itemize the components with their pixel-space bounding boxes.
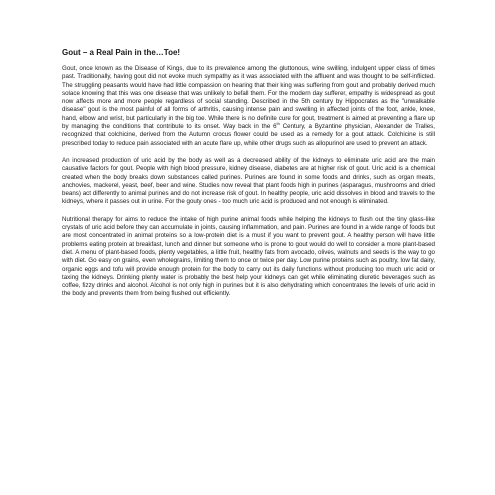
paragraph-1-text-b: Century, a Byzantine physician, Alexander de Tralles, recognized that colchicine, derived from the Autumn crocus flower could be used as a remedy for a gout attack. Colchicine is still prescribed today to reduce pain associated with an acute flare up, while other drugs such as allopurinol are used to prevent an attack. <box>62 123 435 147</box>
document-title: Gout – a Real Pain in the…Toe! <box>62 48 181 57</box>
paragraph-1 <box>62 65 435 148</box>
paragraph-3: Nutritional therapy for aims to reduce the intake of high purine animal foods while helping the kidneys to flush out the tiny glass-like crystals of uric acid before they can accumulate in joints, causing inflammation, and pain. Purines are found in a wide range of foods but are most concentrated in animal proteins so a low-protein diet is a must if you want to prevent gout. A healthy person will have little problems eating protein at breakfast, lunch and dinner but someone who is prone to gout would do well to consider a more plant-based diet. A menu of plant-based foods, plenty vegetables, a little fruit, healthy fats from avocado, olives, walnuts and seeds is the way to go with diet. Go easy on grains, even wholegrains, limiting them to once or twice per day. Low purine proteins such as poultry, low fat dairy, organic eggs and tofu will provide enough protein for the body to carry out its daily functions without producing too much uric acid or taxing the kidneys. Drinking plenty water is probably the best help your kidneys can get while eliminating diuretic beverages such as coffee, fizzy drinks and alcohol. Alcohol is not only high in purines but it is also dehydrating which concentrates the levels of uric acid in the body and prevents them from being flushed out efficiently. <box>62 215 435 298</box>
ordinal-superscript: th <box>276 121 280 127</box>
paragraph-2: An increased production of uric acid by the body as well as a decreased ability of the kidneys to eliminate uric acid are the main causative factors for gout. People with high blood pressure, kidney disease, diabetes are at higher risk of gout. Uric acid is a chemical created when the body breaks down substances called purines. Purines are found in some foods and drinks, such as organ meats, anchovies, mackerel, yeast, beef, beer and wine. Studies now reveal that plant foods high in purines (asparagus, mushrooms and dried beans) act differently to animal purines and do not increase risk of gout. In healthy people, uric acid dissolves in blood and travels to the kidneys, where it passes out in urine. For the gouty ones - too much uric acid is produced and not enough is eliminated. <box>62 156 435 206</box>
document-page <box>62 48 435 308</box>
paragraph-1-text-a: Gout, once known as the Disease of Kings, due to its prevalence among the gluttonous, wine swilling, indulgent upper class of times past. Traditionally, having gout did not evoke much sympathy as it was associated with the affluent and was thought to be self-inflicted. The struggling peasants would have had little compassion on hearing that their king was suffering from gout and probably derived much solace knowing that this was one disease that was unlikely to befall them. For the modern day sufferer, empathy is widespread as gout now affects more and more people regardless of social standing. Described in the 5th century by Hippocrates as the "unwalkable disease" gout is the most painful of all forms of arthritis, causing intense pain and swelling in affected joints of the foot, ankle, knee, hand, elbow and wrist, but particularly in the big toe. While there is no definite cure for gout, treatment is aimed at preventing a flare up by managing the conditions that contribute to its onset. Way back in the 6 <box>62 65 435 131</box>
